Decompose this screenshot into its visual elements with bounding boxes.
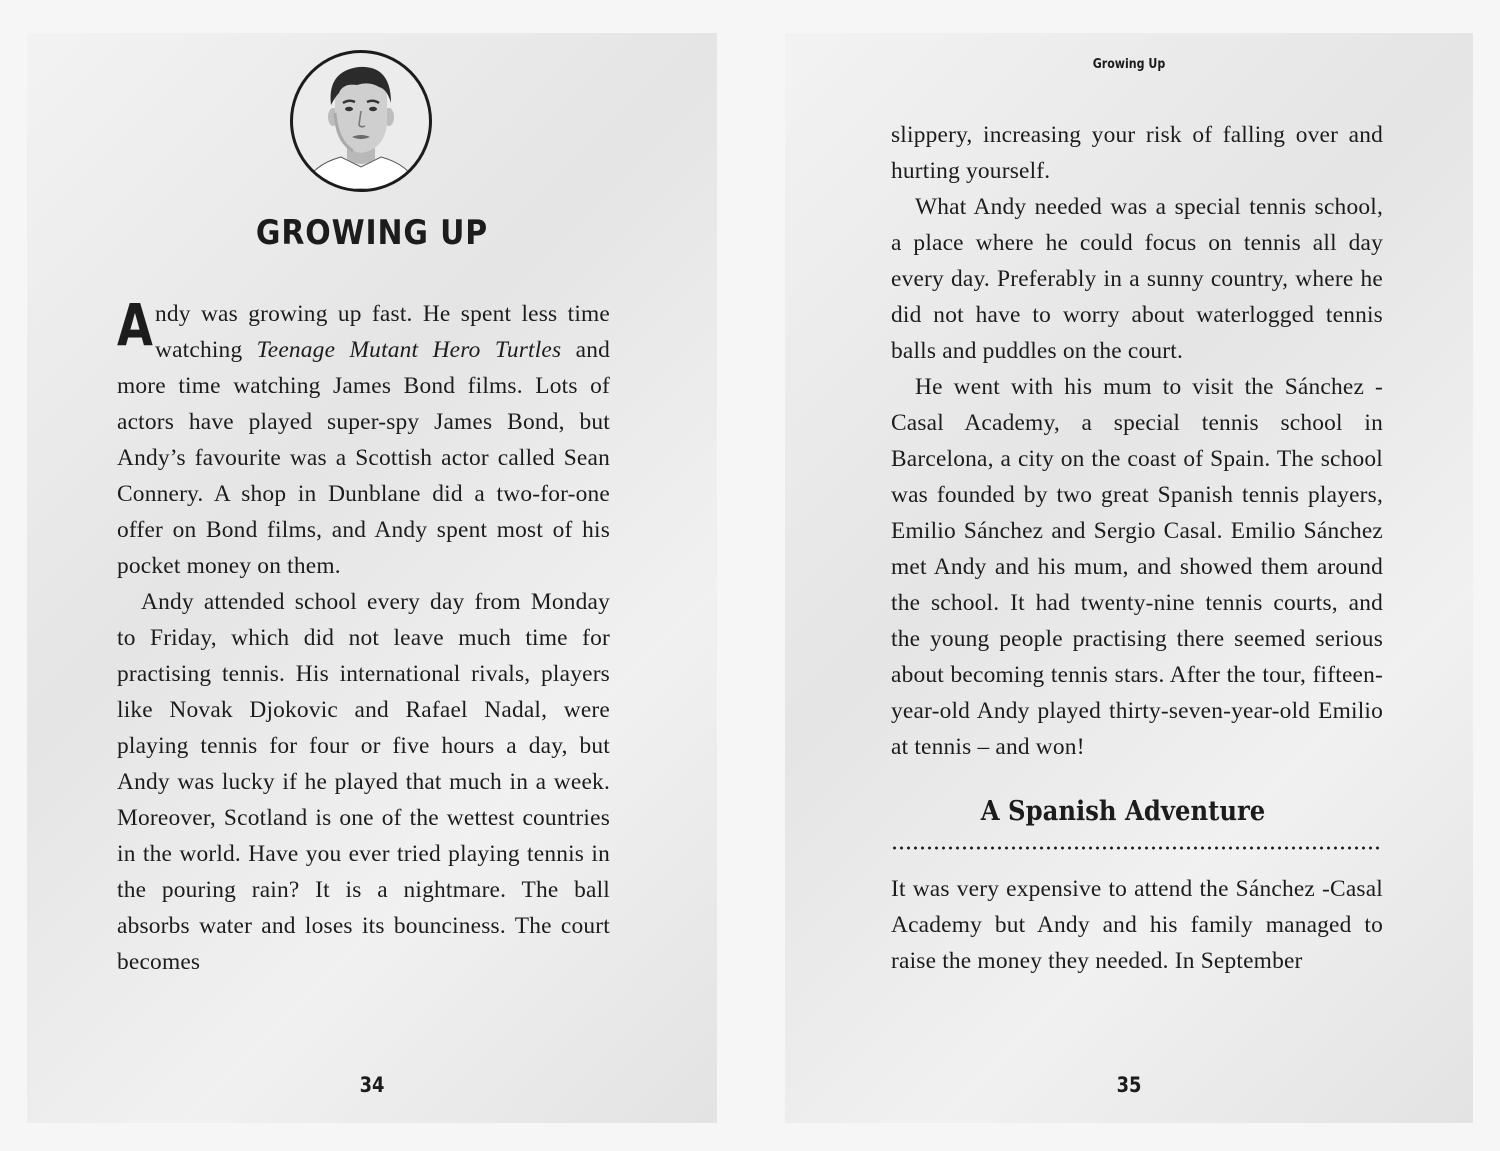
section-heading: A Spanish Adventure xyxy=(980,796,1266,827)
paragraph-2: Andy attended school every day from Monday to Friday, which did not leave much time for practising tennis. His international rivals, players like Novak Djokovic and Rafael Nadal, were playing tennis for four or five hours a day, but Andy was lucky if he played that much in a week. Moreover, Scotland is one of the wettest countries in the world. Have you ever tried playing tennis in the pouring rain? It is a nightmare. The ball absorbs water and loses its bounciness. The court becomes xyxy=(117,589,610,975)
portrait-drawing xyxy=(293,53,429,189)
paragraph-r4: It was very expensive to attend the Sánchez -Casal Academy but Andy and his family managed to raise the money they needed. In September xyxy=(891,876,1383,974)
paragraph-r2: What Andy needed was a special tennis school, a place where he could focus on tennis all day every day. Preferably in a sunny country, where he did not have to worry about waterlogged tennis balls and puddles on the court. xyxy=(891,194,1383,364)
paragraph-1-text-b: and more time watching James Bond films. Lots of actors have played super-spy James Bond, but Andy’s favourite was a Scottish actor called Sean Connery. A shop in Dunblane did a two-for-one offer on Bond films, and Andy spent most of his pocket money on them. xyxy=(117,337,611,579)
paragraph-r1: slippery, increasing your risk of falling over and hurting yourself. xyxy=(891,122,1383,184)
page-number-right: 35 xyxy=(1116,1073,1142,1097)
paragraph-1 xyxy=(117,291,611,584)
right-page xyxy=(785,33,1473,1123)
chapter-title: GROWING UP xyxy=(255,213,489,253)
paragraph-r3: He went with his mum to visit the Sánchez -Casal Academy, a special tennis school in Barcelona, a city on the coast of Spain. The school was founded by two great Spanish tennis players, Emilio Sánchez and Sergio Casal. Emilio Sánchez met Andy and his mum, and showed them around the school. It had twenty-nine tennis courts, and the young people practising there seemed serious about becoming tennis stars. After the tour, fifteen-year-old Andy played thirty-seven-year-old Emilio at tennis – and won! xyxy=(891,374,1383,760)
paragraph-1-italic-title: Teenage Mutant Hero Turtles xyxy=(256,337,562,363)
left-page xyxy=(27,33,717,1123)
portrait-illustration xyxy=(290,50,432,192)
dotted-divider xyxy=(891,846,1383,850)
paragraph-1-text-a: ndy was growing up fast. He spent less time watching xyxy=(155,301,610,363)
page-number-left: 34 xyxy=(359,1073,385,1097)
drop-cap: A xyxy=(117,291,154,359)
running-head: Growing Up xyxy=(1092,57,1166,72)
